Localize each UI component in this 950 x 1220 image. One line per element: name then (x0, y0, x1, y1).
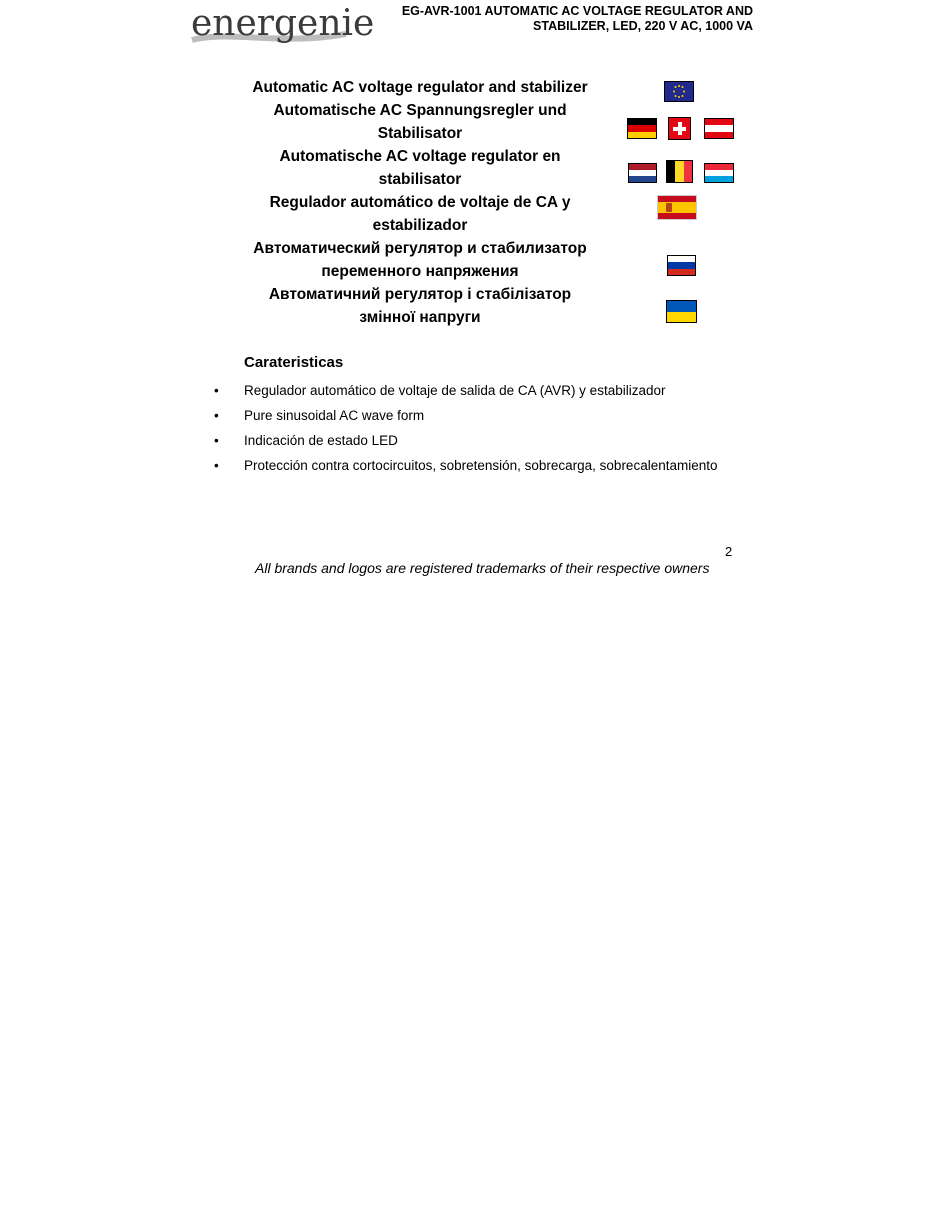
features-heading: Carateristicas (244, 354, 344, 371)
bullet: • (214, 408, 219, 423)
feature-text: Regulador automático de voltaje de salida de CA (AVR) y estabilizador (244, 383, 666, 398)
energenie-logo (190, 0, 375, 46)
list-item (214, 381, 774, 406)
title-dutch: Automatische AC voltage regulator en stabilisator (279, 148, 561, 188)
spain-flag-icon (657, 195, 697, 220)
header-title-line2: STABILIZER, LED, 220 V AC, 1000 VA (533, 19, 753, 33)
trademark-footer: All brands and logos are registered trademarks of their respective owners (255, 560, 710, 576)
title-russian: Автоматический регулятор и стабилизатор переменного напряжения (253, 240, 587, 280)
switzerland-flag-icon (668, 117, 691, 140)
luxembourg-flag-icon (704, 163, 734, 183)
features-list (214, 381, 774, 481)
list-item (214, 431, 774, 456)
list-item (214, 406, 774, 431)
ukraine-flag-icon (666, 300, 697, 323)
header-title-line1: EG-AVR-1001 AUTOMATIC AC VOLTAGE REGULATOR AND (401, 4, 753, 18)
bullet: • (214, 433, 219, 448)
logo-text: energenie (191, 3, 375, 44)
list-item (214, 456, 774, 481)
title-german: Automatische AC Spannungsregler und Stabilisator (273, 102, 567, 142)
eu-flag-icon (664, 81, 694, 102)
bullet: • (214, 383, 219, 398)
netherlands-flag-icon (628, 163, 657, 183)
russia-flag-icon (667, 255, 696, 276)
title-english: Automatic AC voltage regulator and stabilizer (252, 79, 588, 96)
page-number: 2 (725, 544, 733, 559)
feature-text: Pure sinusoidal AC wave form (244, 408, 425, 423)
multilingual-titles (240, 76, 600, 329)
document-header-title (333, 4, 753, 34)
germany-flag-icon (627, 118, 657, 139)
title-spanish: Regulador automático de voltaje de CA y estabilizador (269, 194, 571, 234)
feature-text: Indicación de estado LED (244, 433, 398, 448)
feature-text: Protección contra cortocircuitos, sobretensión, sobrecarga, sobrecalentamiento (244, 458, 718, 473)
austria-flag-icon (704, 118, 734, 139)
title-ukrainian: Автоматичний регулятор і стабілізатор змінної напруги (268, 286, 572, 326)
bullet: • (214, 458, 219, 473)
belgium-flag-icon (666, 160, 693, 183)
